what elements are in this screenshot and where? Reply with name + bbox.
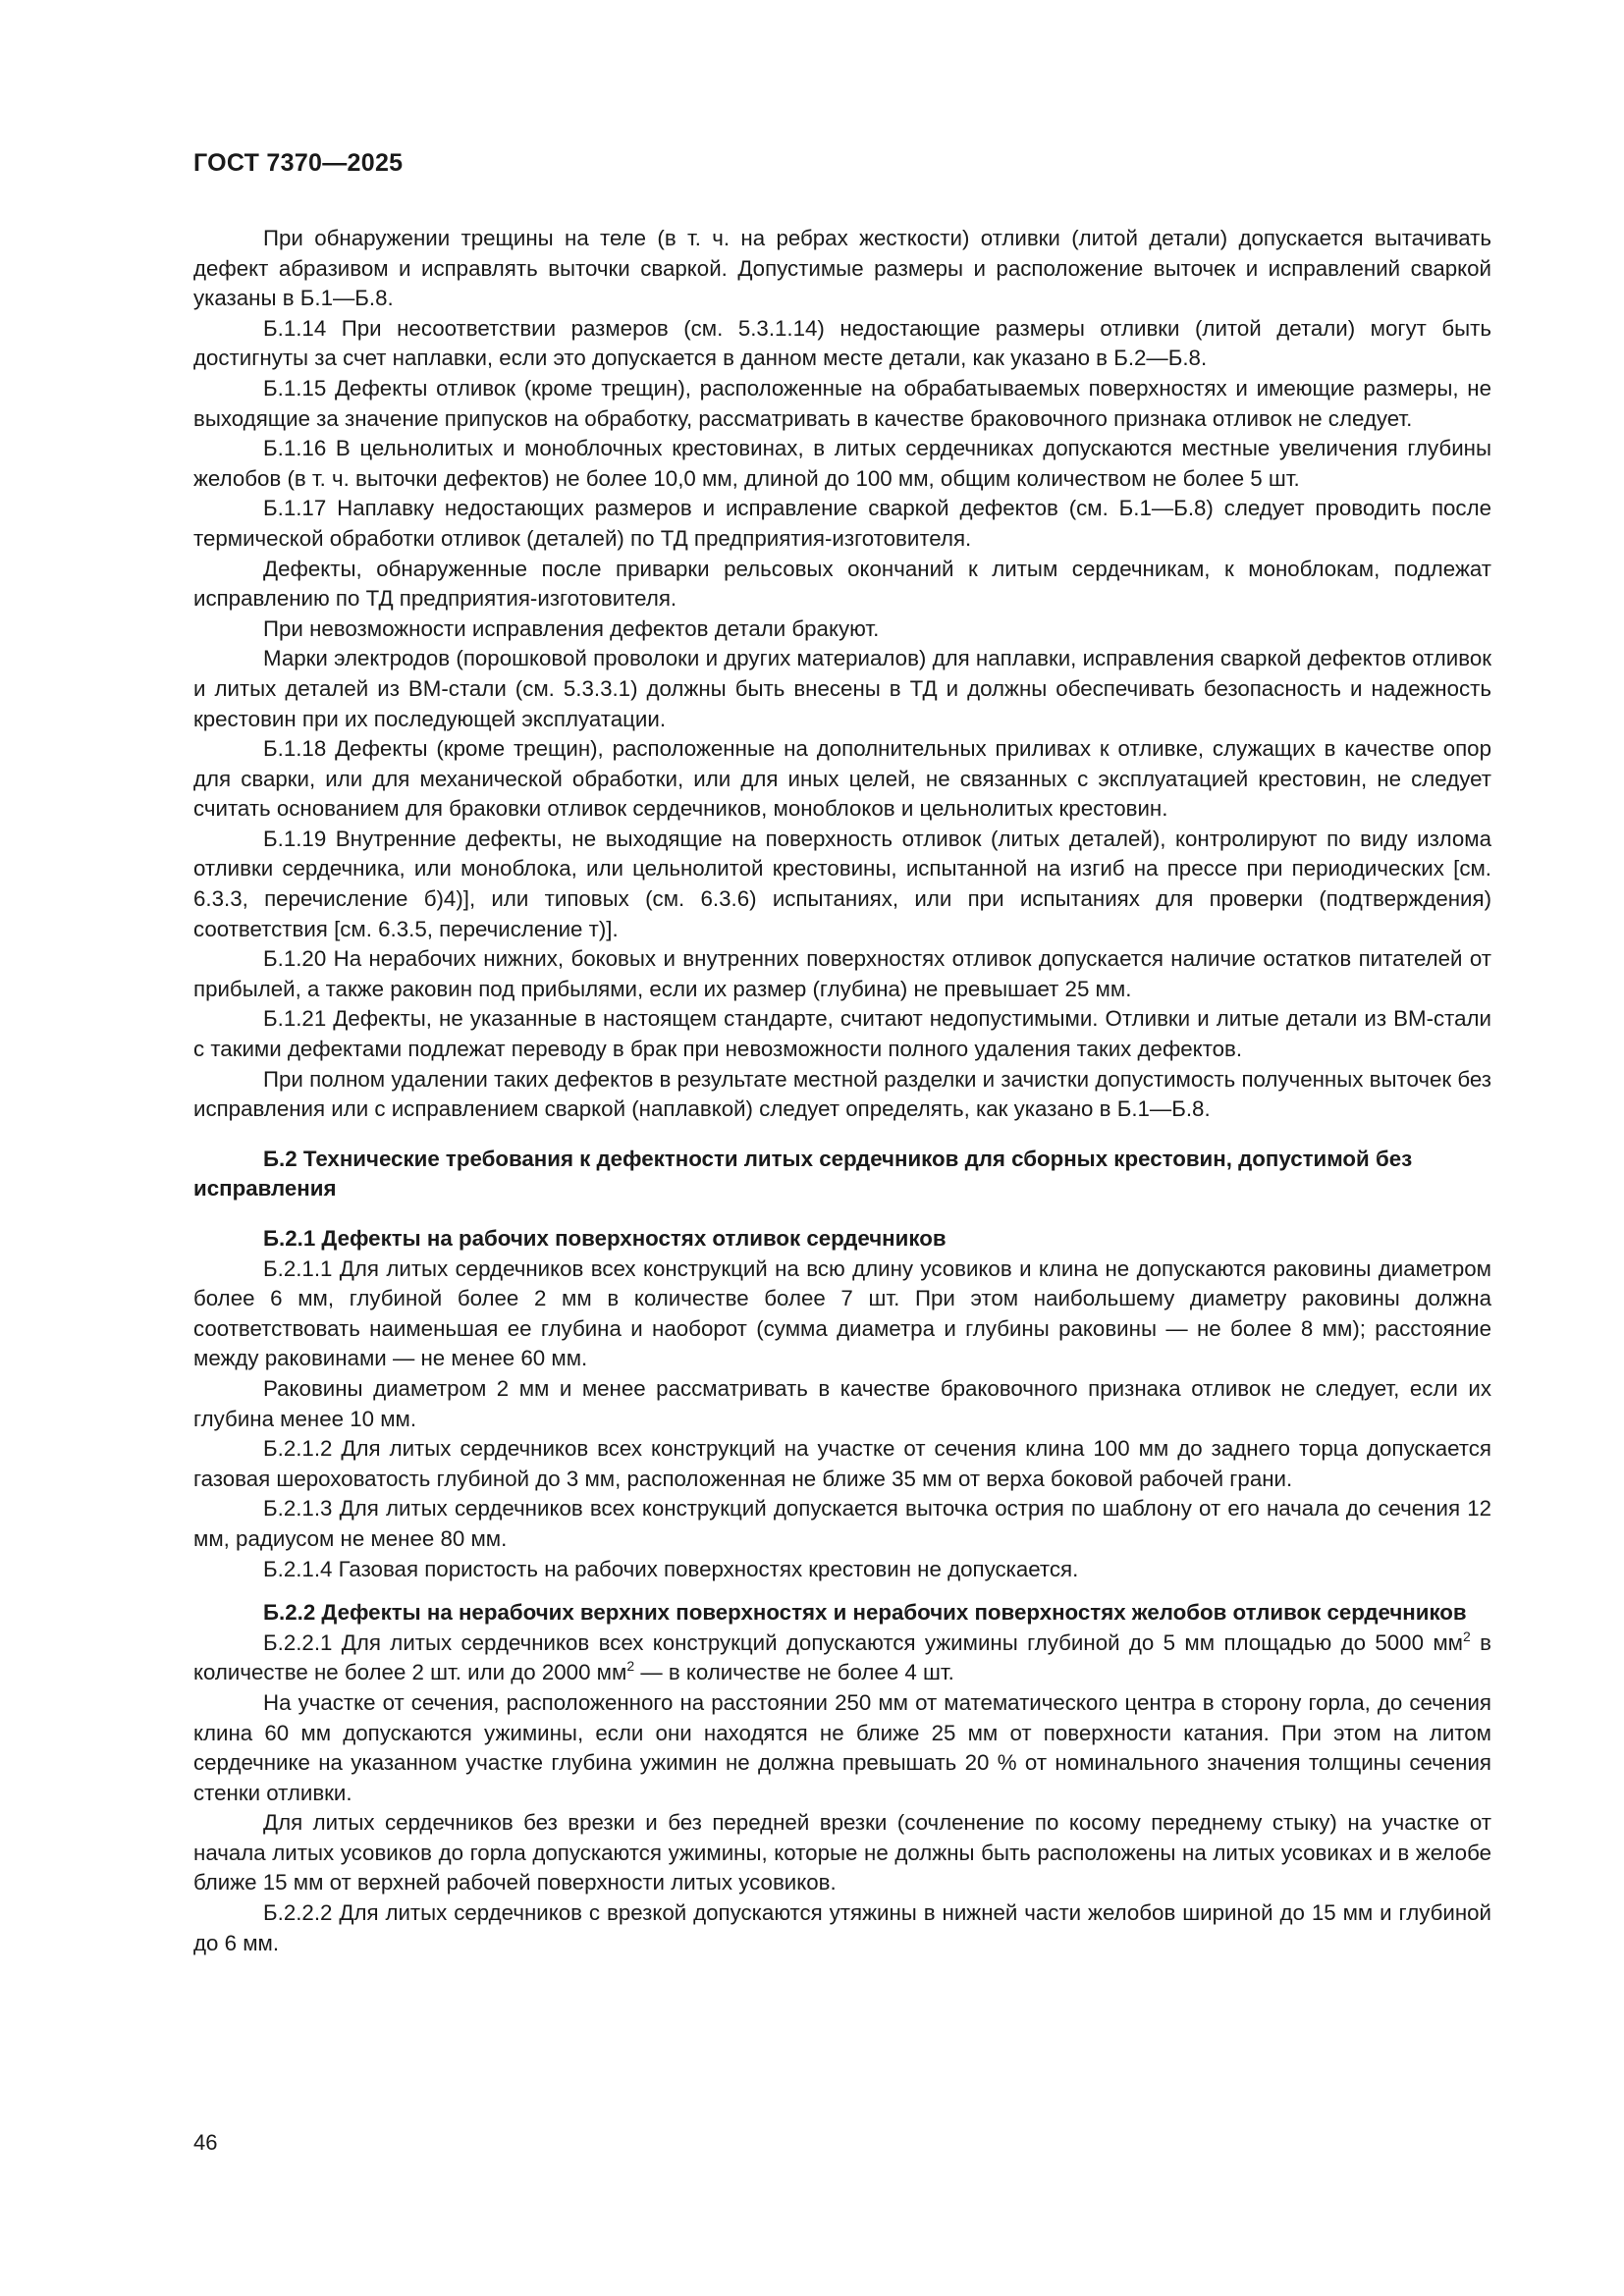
paragraph: Для литых сердечников без врезки и без передней врезки (сочленение по косому переднему стыку) на участке от начала литых усовиков до горла допускаются ужимины, которые не должны быть расположены на литых усовиках и в желобе ближе 15 мм от верхней рабочей поверхности литых усовиков.	[193, 1810, 1491, 1896]
paragraph-b-2-1-3: Б.2.1.3 Для литых сердечников всех конструкций допускается выточка острия по шаблону от его начала до сечения 12 мм, радиусом не менее 80 мм.	[193, 1496, 1491, 1551]
superscript: 2	[626, 1658, 635, 1675]
paragraph: На участке от сечения, расположенного на расстоянии 250 мм от математического центра в сторону горла, до сечения клина 60 мм допускаются ужимины, если они находятся не ближе 25 мм от поверхности катания. При этом на литом сердечнике на указанном участке глубина ужимин не должна превышать 20 % от номинального значения толщины сечения стенки отливки.	[193, 1689, 1491, 1805]
paragraph-b-1-20: Б.1.20 На нерабочих нижних, боковых и внутренних поверхностях отливок допускается наличие остатков питателей от прибылей, а также раковин под прибылями, если их размер (глубина) не превышает 25 мм.	[193, 946, 1491, 1001]
section-heading-b-2: Б.2 Технические требования к дефектности литых сердечников для сборных крестовин, допустимой без исправления	[193, 1146, 1413, 1201]
paragraph: При обнаружении трещины на теле (в т. ч. на ребрах жесткости) отливки (литой детали) допускается вытачивать дефект абразивом и исправлять выточки сваркой. Допустимые размеры и расположение выточек и исправлений сваркой указаны в Б.1—Б.8.	[193, 226, 1491, 311]
subsection-heading-b-2-1: Б.2.1 Дефекты на рабочих поверхностях отливок сердечников	[263, 1226, 947, 1251]
superscript: 2	[1463, 1628, 1471, 1644]
page-number: 46	[193, 2130, 218, 2155]
subsection-heading-b-2-2: Б.2.2 Дефекты на нерабочих верхних поверхностях и нерабочих поверхностях желобов отливок сердечников	[263, 1600, 1467, 1626]
paragraph-b-1-14: Б.1.14 При несоответствии размеров (см. 5.3.1.14) недостающие размеры отливки (литой детали) могут быть достигнуты за счет наплавки, если это допускается в данном месте детали, как указано в Б.2—Б.8.	[193, 315, 1491, 371]
paragraph-b-1-17: Б.1.17 Наплавку недостающих размеров и исправление сваркой дефектов (см. Б.1—Б.8) следует проводить после термической обработки отливок (деталей) по ТД предприятия-изготовителя.	[193, 496, 1491, 551]
paragraph: При полном удалении таких дефектов в результате местной разделки и зачистки допустимость полученных выточек без исправления или с исправлением сваркой (наплавкой) следует определять, как указано в Б.1—Б.8.	[193, 1066, 1491, 1122]
text-run: в количестве не более 2 шт. или до 2000 мм	[193, 1629, 1491, 1685]
paragraph-b-2-2-2: Б.2.2.2 Для литых сердечников с врезкой допускаются утяжины в нижней части желобов шириной до 15 мм и глубиной до 6 мм.	[193, 1900, 1491, 1955]
text-run: Б.2.2.1 Для литых сердечников всех конструкций допускаются ужимины глубиной до 5 мм площадью до 5000 мм	[263, 1629, 1463, 1655]
paragraph: Дефекты, обнаруженные после приварки рельсовых окончаний к литым сердечникам, к моноблокам, подлежат исправлению по ТД предприятия-изготовителя.	[193, 556, 1491, 612]
paragraph-b-2-1-2: Б.2.1.2 Для литых сердечников всех конструкций на участке от сечения клина 100 мм до заднего торца допускается газовая шероховатость глубиной до 3 мм, расположенная не ближе 35 мм от верха боковой рабочей грани.	[193, 1436, 1491, 1491]
document-header: ГОСТ 7370—2025	[193, 149, 404, 177]
paragraph-b-2-1-1: Б.2.1.1 Для литых сердечников всех конструкций на всю длину усовиков и клина не допускаются раковины диаметром более 6 мм, глубиной более 2 мм в количестве более 7 шт. При этом наибольшему диаметру раковины должна соответствовать наименьшая ее глубина и наоборот (сумма диаметра и глубины раковины — не более 8 мм); расстояние между раковинами — не менее 60 мм.	[193, 1255, 1491, 1371]
paragraph-b-2-1-4: Б.2.1.4 Газовая пористость на рабочих поверхностях крестовин не допускается.	[263, 1556, 1079, 1581]
paragraph: При невозможности исправления дефектов детали бракуют.	[263, 615, 880, 641]
paragraph-b-1-19: Б.1.19 Внутренние дефекты, не выходящие на поверхность отливок (литых деталей), контролируют по виду излома отливки сердечника, или моноблока, или цельнолитой крестовины, испытанной на изгиб на прессе при периодических [см. 6.3.3, перечисление б)4)], или типовых (см. 6.3.6) испытаниях, или при испытаниях для проверки (подтверждения) соответствия [см. 6.3.5, перечисление т)].	[193, 826, 1491, 941]
text-run: — в количестве не более 4 шт.	[634, 1660, 954, 1685]
paragraph-b-2-2-1	[193, 1629, 1491, 1688]
paragraph-b-1-21: Б.1.21 Дефекты, не указанные в настоящем стандарте, считают недопустимыми. Отливки и литые детали из ВМ-стали с такими дефектами подлежат переводу в брак при невозможности полного удаления таких дефектов.	[193, 1006, 1491, 1062]
paragraph-b-1-18: Б.1.18 Дефекты (кроме трещин), расположенные на дополнительных приливах к отливке, служащих в качестве опор для сварки, или для механической обработки, или для иных целей, не связанных с эксплуатацией крестовин, не следует считать основанием для браковки отливок сердечников, моноблоков и цельнолитых крестовин.	[193, 736, 1491, 822]
paragraph: Раковины диаметром 2 мм и менее рассматривать в качестве браковочного признака отливок не следует, если их глубина менее 10 мм.	[193, 1375, 1491, 1431]
paragraph-b-1-15: Б.1.15 Дефекты отливок (кроме трещин), расположенные на обрабатываемых поверхностях и имеющие размеры, не выходящие за значение припусков на обработку, рассматривать в качестве браковочного признака отливок не следует.	[193, 375, 1491, 431]
document-body	[193, 224, 1491, 1958]
paragraph: Марки электродов (порошковой проволоки и других материалов) для наплавки, исправления сваркой дефектов отливок и литых деталей из ВМ-стали (см. 5.3.3.1) должны быть внесены в ТД и должны обеспечивать безопасность и надежность крестовин при их последующей эксплуатации.	[193, 646, 1491, 731]
paragraph-b-1-16: Б.1.16 В цельнолитых и моноблочных крестовинах, в литых сердечниках допускаются местные увеличения глубины желобов (в т. ч. выточки дефектов) не более 10,0 мм, длиной до 100 мм, общим количеством не более 5 шт.	[193, 436, 1491, 491]
